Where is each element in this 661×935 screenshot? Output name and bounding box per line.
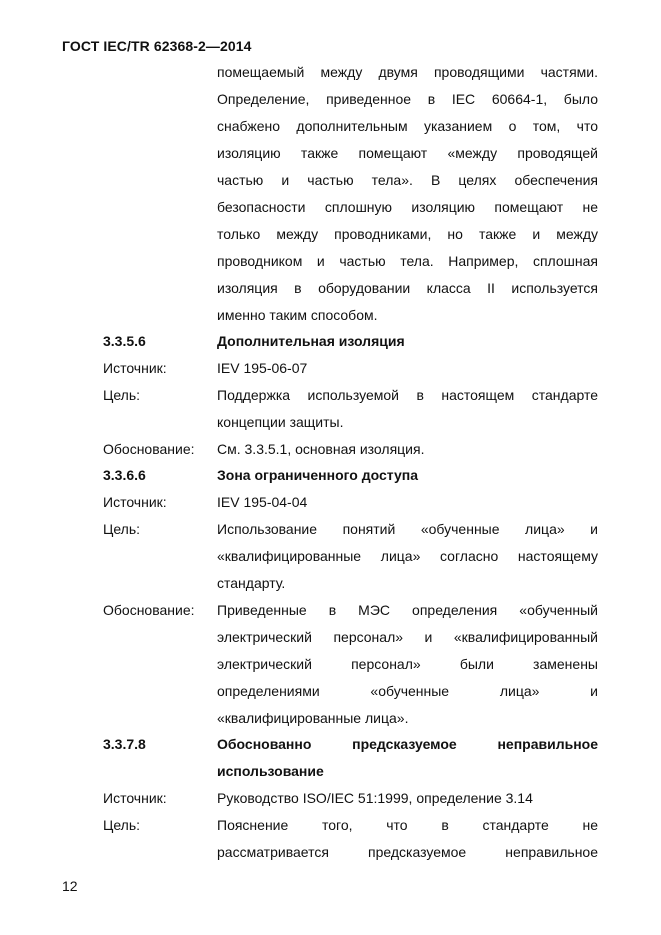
goal-line: концепции защиты.	[217, 414, 344, 430]
entry-title: Зона ограниченного доступа	[217, 467, 418, 483]
entry-title: Дополнительная изоляция	[217, 333, 405, 349]
rationale-label: Обоснование:	[103, 441, 195, 457]
source-value: IEV 195-04-04	[217, 494, 308, 510]
goal-line: Пояснение того, что в стандарте не	[217, 817, 598, 833]
source-label: Источник:	[103, 494, 167, 510]
rationale-line: См. 3.3.5.1, основная изоляция.	[217, 441, 425, 457]
goal-line: «квалифицированные лица» согласно настоящему	[217, 548, 598, 564]
entry-number: 3.3.7.8	[103, 736, 146, 752]
paragraph-line: помещаемый между двумя проводящими частями.	[217, 64, 598, 80]
source-label: Источник:	[103, 360, 167, 376]
paragraph-line: Определение, приведенное в IEC 60664-1, было	[217, 91, 598, 107]
source-label: Источник:	[103, 790, 167, 806]
paragraph-line: проводником и частью тела. Например, сплошная	[217, 253, 598, 269]
entry-number: 3.3.5.6	[103, 333, 146, 349]
paragraph-line: именно таким способом.	[217, 307, 378, 323]
goal-line: рассматривается предсказуемое неправильное	[217, 844, 598, 860]
paragraph-line: изоляция в оборудовании класса II используется	[217, 280, 598, 296]
rationale-label: Обоснование:	[103, 602, 195, 618]
entry-number: 3.3.6.6	[103, 467, 146, 483]
source-value: IEV 195-06-07	[217, 360, 308, 376]
entry-title: использование	[217, 763, 324, 779]
goal-line: стандарту.	[217, 575, 286, 591]
entry-title: Обоснованно предсказуемое неправильное	[217, 736, 598, 752]
rationale-line: Приведенные в МЭС определения «обученный	[217, 602, 598, 618]
goal-label: Цель:	[103, 387, 141, 403]
page-number: 12	[62, 878, 78, 894]
rationale-line: определениями «обученные лица» и	[217, 683, 598, 699]
source-value: Руководство ISO/IEC 51:1999, определение 3.14	[217, 790, 533, 806]
rationale-line: «квалифицированные лица».	[217, 710, 409, 726]
paragraph-line: снабжено дополнительным указанием о том, что	[217, 118, 598, 134]
paragraph-line: безопасности сплошную изоляцию помещают не	[217, 199, 598, 215]
paragraph-line: изоляцию также помещают «между проводящей	[217, 145, 598, 161]
document-header: ГОСТ IEC/TR 62368-2—2014	[62, 38, 252, 54]
goal-label: Цель:	[103, 817, 141, 833]
rationale-line: электрический персонал» и «квалифицированный	[217, 629, 598, 645]
goal-line: Использование понятий «обученные лица» и	[217, 521, 598, 537]
goal-line: Поддержка используемой в настоящем стандарте	[217, 387, 598, 403]
paragraph-line: частью и частью тела». В целях обеспечения	[217, 172, 598, 188]
paragraph-line: только между проводниками, но также и между	[217, 226, 598, 242]
goal-label: Цель:	[103, 521, 141, 537]
rationale-line: электрический персонал» были заменены	[217, 656, 598, 672]
